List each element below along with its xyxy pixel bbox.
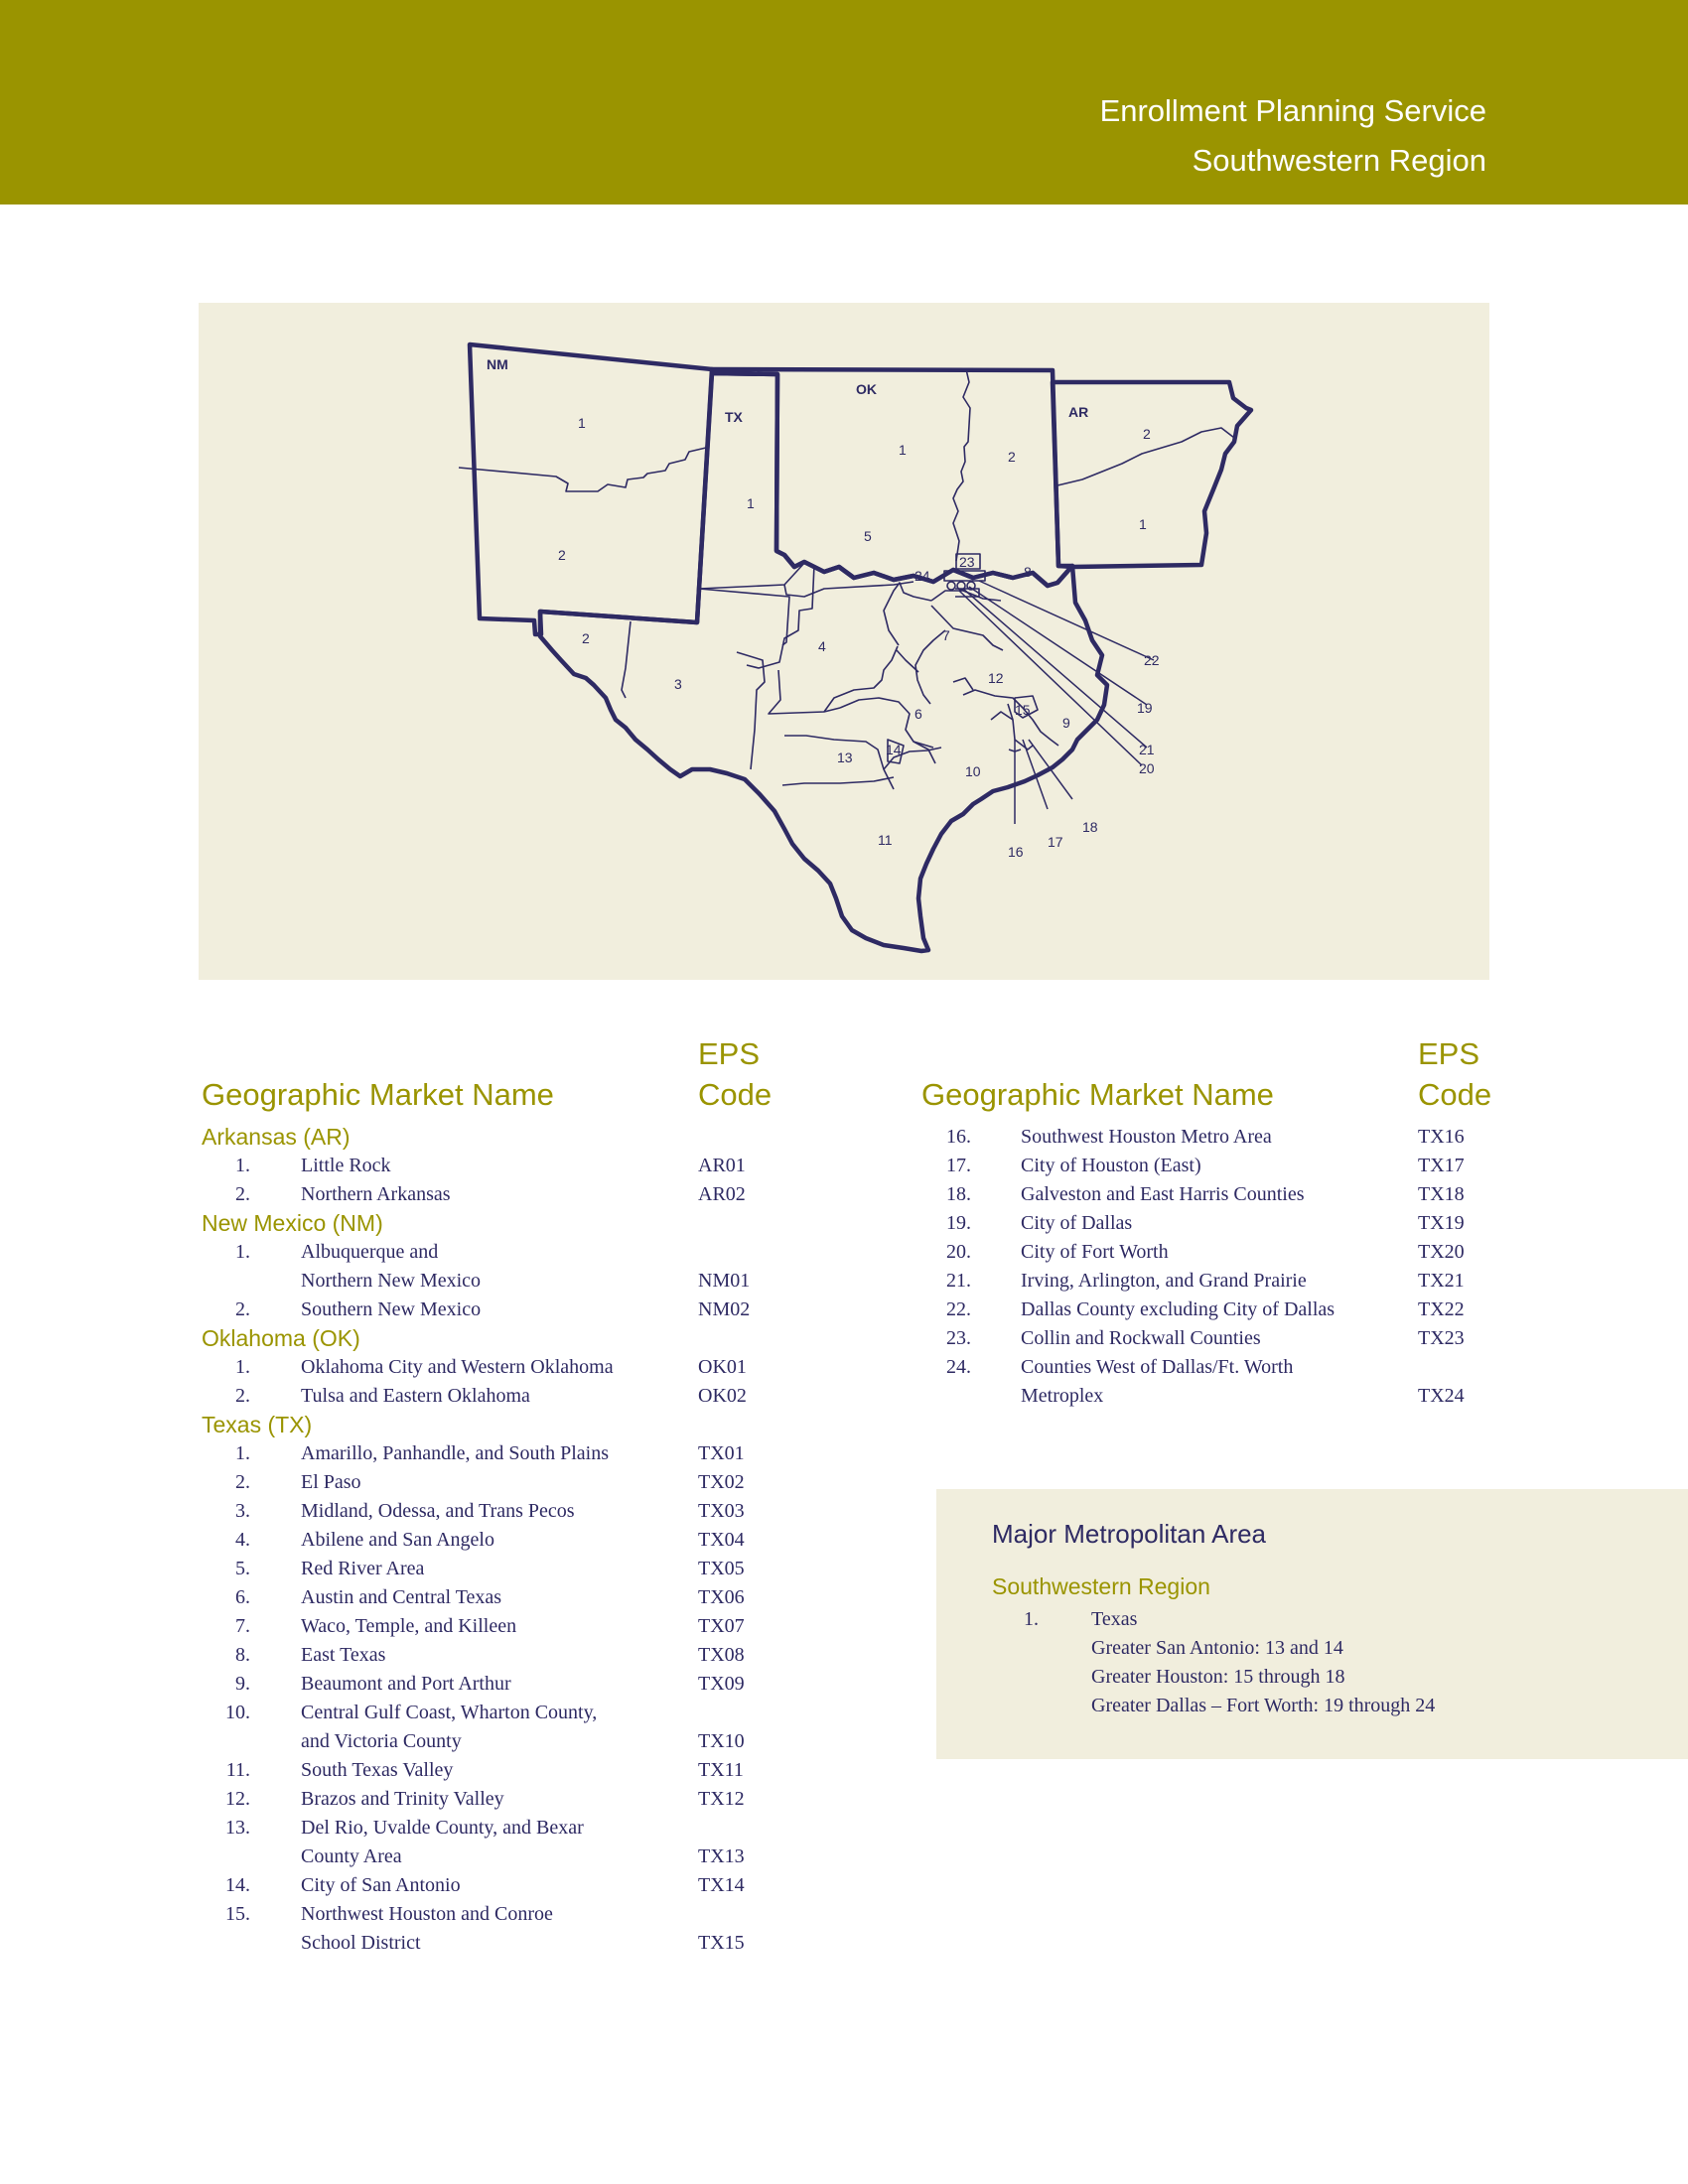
- market-name: Tulsa and Eastern Oklahoma: [301, 1385, 530, 1407]
- eps-code: TX22: [1418, 1298, 1465, 1320]
- map-label-tx12: 12: [988, 670, 1004, 686]
- market-name: Abilene and San Angelo: [301, 1529, 494, 1551]
- row-number: 3.: [235, 1500, 250, 1522]
- row-number: 9.: [235, 1673, 250, 1695]
- right-code-header-1: EPS: [1418, 1036, 1480, 1071]
- map-label-ok: OK: [856, 381, 877, 397]
- row-number: 1.: [235, 1356, 250, 1378]
- row-number: 17.: [946, 1155, 971, 1176]
- eps-code: TX03: [698, 1500, 745, 1522]
- market-name: Collin and Rockwall Counties: [1021, 1327, 1261, 1349]
- row-number: 13.: [225, 1817, 250, 1839]
- region-map-graphic: [199, 303, 1489, 980]
- metro-item-number: 1.: [1024, 1608, 1039, 1630]
- map-label-ar1: 1: [1139, 516, 1147, 532]
- eps-code: TX01: [698, 1442, 745, 1464]
- eps-code: TX13: [698, 1845, 745, 1867]
- eps-code: TX15: [698, 1932, 745, 1954]
- map-label-tx17: 17: [1048, 834, 1063, 850]
- eps-code: OK02: [698, 1385, 747, 1407]
- market-name-cont: Metroplex: [1021, 1385, 1104, 1407]
- map-label-tx9: 9: [1062, 715, 1070, 731]
- market-name: City of San Antonio: [301, 1874, 461, 1896]
- map-label-tx11: 11: [878, 832, 893, 848]
- eps-code: NM02: [698, 1298, 751, 1320]
- header-subtitle: Southwestern Region: [1192, 143, 1486, 178]
- map-label-tx13: 13: [837, 750, 853, 765]
- market-name: Amarillo, Panhandle, and South Plains: [301, 1442, 609, 1464]
- market-name: City of Houston (East): [1021, 1155, 1201, 1176]
- map-label-tx21: 21: [1139, 742, 1155, 757]
- metro-item-line: Greater San Antonio: 13 and 14: [1091, 1637, 1343, 1659]
- market-name: East Texas: [301, 1644, 386, 1666]
- metro-item-state: Texas: [1091, 1608, 1138, 1630]
- state-heading-new-mexico: New Mexico (NM): [202, 1210, 383, 1236]
- state-heading-texas: Texas (TX): [202, 1412, 313, 1437]
- row-number: 18.: [946, 1183, 971, 1205]
- eps-code: TX10: [698, 1730, 745, 1752]
- left-name-header: Geographic Market Name: [202, 1077, 554, 1112]
- row-number: 6.: [235, 1586, 250, 1608]
- right-code-header-2: Code: [1418, 1077, 1492, 1112]
- eps-code: TX09: [698, 1673, 745, 1695]
- market-name: Midland, Odessa, and Trans Pecos: [301, 1500, 575, 1522]
- right-name-header: Geographic Market Name: [921, 1077, 1274, 1112]
- eps-code: TX02: [698, 1471, 745, 1493]
- map-label-tx8: 8: [1024, 564, 1032, 580]
- metro-area-panel: [936, 1489, 1688, 1759]
- map-label-tx: TX: [725, 409, 743, 425]
- left-code-header-1: EPS: [698, 1036, 761, 1071]
- row-number: 19.: [946, 1212, 971, 1234]
- region-map: [199, 303, 1489, 980]
- eps-code: TX24: [1418, 1385, 1465, 1407]
- market-name: Albuquerque and: [301, 1241, 439, 1263]
- map-label-tx2: 2: [582, 630, 590, 646]
- map-label-tx22: 22: [1144, 652, 1160, 668]
- market-name: Austin and Central Texas: [301, 1586, 502, 1608]
- map-label-tx3: 3: [674, 676, 682, 692]
- row-number: 4.: [235, 1529, 250, 1551]
- market-name: Southern New Mexico: [301, 1298, 482, 1320]
- market-name: Central Gulf Coast, Wharton County,: [301, 1702, 598, 1723]
- market-name-cont: and Victoria County: [301, 1730, 462, 1752]
- market-name: Little Rock: [301, 1155, 391, 1176]
- header-band: [0, 0, 1688, 205]
- market-name: Waco, Temple, and Killeen: [301, 1615, 517, 1637]
- eps-code: TX19: [1418, 1212, 1465, 1234]
- row-number: 20.: [946, 1241, 971, 1263]
- map-label-tx4: 4: [818, 638, 826, 654]
- map-label-tx6: 6: [914, 706, 922, 722]
- map-label-ar: AR: [1068, 404, 1089, 420]
- market-name: El Paso: [301, 1471, 361, 1493]
- eps-code: TX16: [1418, 1126, 1465, 1148]
- map-label-tx20: 20: [1139, 760, 1155, 776]
- row-number: 11.: [225, 1759, 250, 1781]
- map-label-tx10: 10: [965, 763, 981, 779]
- eps-code: TX07: [698, 1615, 745, 1637]
- market-name: Beaumont and Port Arthur: [301, 1673, 511, 1695]
- row-number: 22.: [946, 1298, 971, 1320]
- row-number: 7.: [235, 1615, 250, 1637]
- eps-code: TX14: [698, 1874, 745, 1896]
- row-number: 21.: [946, 1270, 971, 1292]
- row-number: 2.: [235, 1183, 250, 1205]
- eps-code: NM01: [698, 1270, 751, 1292]
- map-label-tx24: 24: [914, 568, 930, 584]
- eps-code: OK01: [698, 1356, 747, 1378]
- market-name: Oklahoma City and Western Oklahoma: [301, 1356, 614, 1378]
- market-name: Northern Arkansas: [301, 1183, 451, 1205]
- map-label-tx1: 1: [747, 495, 755, 511]
- map-label-tx14: 14: [886, 742, 902, 757]
- row-number: 23.: [946, 1327, 971, 1349]
- market-name-cont: County Area: [301, 1845, 402, 1867]
- row-number: 2.: [235, 1385, 250, 1407]
- market-name: Northwest Houston and Conroe: [301, 1903, 553, 1925]
- map-label-ok2: 2: [1008, 449, 1016, 465]
- row-number: 16.: [946, 1126, 971, 1148]
- row-number: 24.: [946, 1356, 971, 1378]
- map-label-tx16: 16: [1008, 844, 1024, 860]
- tx-outline: [540, 373, 1107, 951]
- market-name: Del Rio, Uvalde County, and Bexar: [301, 1817, 584, 1839]
- map-label-tx15: 15: [1015, 702, 1031, 718]
- market-name-cont: School District: [301, 1932, 421, 1954]
- eps-code: TX06: [698, 1586, 745, 1608]
- market-name: Southwest Houston Metro Area: [1021, 1126, 1272, 1148]
- market-name: City of Fort Worth: [1021, 1241, 1169, 1263]
- map-label-tx19: 19: [1137, 700, 1153, 716]
- eps-code: TX11: [698, 1759, 744, 1781]
- map-label-tx5: 5: [864, 528, 872, 544]
- eps-code: TX04: [698, 1529, 745, 1551]
- state-heading-oklahoma: Oklahoma (OK): [202, 1325, 360, 1351]
- eps-code: TX17: [1418, 1155, 1465, 1176]
- nm-outline: [470, 344, 712, 634]
- row-number: 12.: [225, 1788, 250, 1810]
- market-name: Galveston and East Harris Counties: [1021, 1183, 1305, 1205]
- row-number: 2.: [235, 1471, 250, 1493]
- eps-code: AR01: [698, 1155, 746, 1176]
- row-number: 8.: [235, 1644, 250, 1666]
- eps-code: AR02: [698, 1183, 746, 1205]
- map-label-tx18: 18: [1082, 819, 1098, 835]
- eps-code: TX12: [698, 1788, 745, 1810]
- metro-item-line: Greater Houston: 15 through 18: [1091, 1666, 1345, 1688]
- header-title: Enrollment Planning Service: [1099, 93, 1486, 128]
- metro-item-line: Greater Dallas – Fort Worth: 19 through 24: [1091, 1695, 1436, 1716]
- row-number: 1.: [235, 1155, 250, 1176]
- map-label-tx7: 7: [942, 627, 950, 643]
- row-number: 14.: [225, 1874, 250, 1896]
- metro-region-heading: Southwestern Region: [992, 1573, 1210, 1599]
- row-number: 15.: [225, 1903, 250, 1925]
- market-name: City of Dallas: [1021, 1212, 1133, 1234]
- map-label-ar2: 2: [1143, 426, 1151, 442]
- market-name: Brazos and Trinity Valley: [301, 1788, 504, 1810]
- market-name: Irving, Arlington, and Grand Prairie: [1021, 1270, 1307, 1292]
- market-name: Dallas County excluding City of Dallas: [1021, 1298, 1336, 1320]
- state-heading-arkansas: Arkansas (AR): [202, 1124, 351, 1150]
- row-number: 5.: [235, 1558, 250, 1579]
- market-name-cont: Northern New Mexico: [301, 1270, 482, 1292]
- row-number: 10.: [225, 1702, 250, 1723]
- row-number: 1.: [235, 1442, 250, 1464]
- left-code-header-2: Code: [698, 1077, 773, 1112]
- eps-code: TX05: [698, 1558, 745, 1579]
- map-label-nm1: 1: [578, 415, 586, 431]
- eps-code: TX08: [698, 1644, 745, 1666]
- map-label-nm: NM: [487, 356, 508, 372]
- market-name: Counties West of Dallas/Ft. Worth: [1021, 1356, 1294, 1378]
- map-label-tx23: 23: [959, 554, 975, 570]
- ok-outline: [712, 369, 1072, 586]
- row-number: 2.: [235, 1298, 250, 1320]
- map-label-ok1: 1: [899, 442, 907, 458]
- map-label-nm2: 2: [558, 547, 566, 563]
- eps-code: TX20: [1418, 1241, 1465, 1263]
- market-name: South Texas Valley: [301, 1759, 454, 1781]
- metro-area-title: Major Metropolitan Area: [992, 1519, 1267, 1549]
- row-number: 1.: [235, 1241, 250, 1263]
- market-name: Red River Area: [301, 1558, 425, 1579]
- eps-code: TX18: [1418, 1183, 1465, 1205]
- eps-code: TX23: [1418, 1327, 1465, 1349]
- eps-code: TX21: [1418, 1270, 1465, 1292]
